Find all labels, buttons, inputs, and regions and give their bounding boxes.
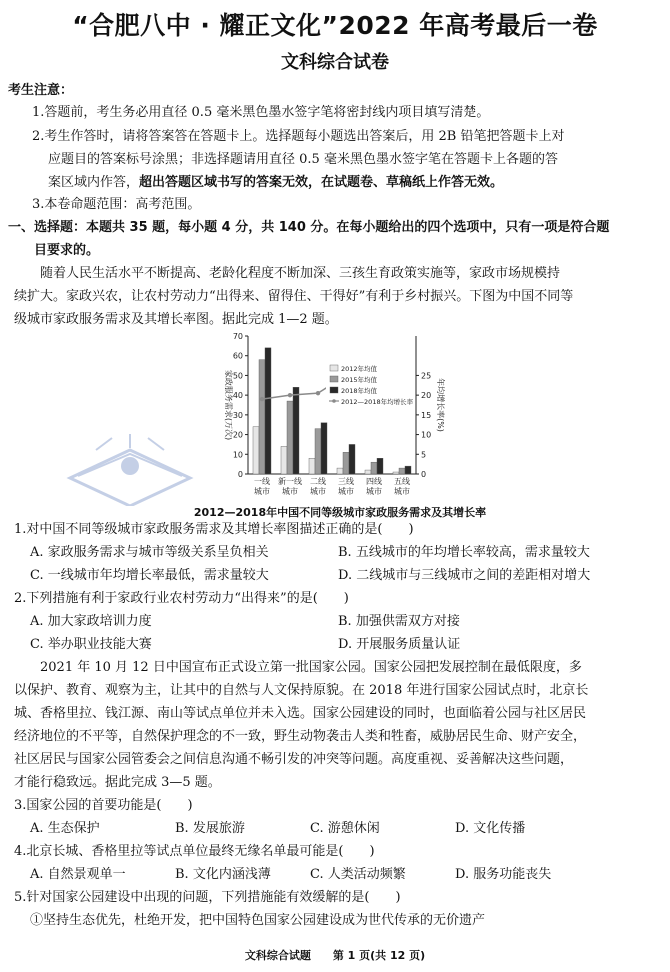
notice-item-2-line-3 [48,174,503,192]
notice-item-2-line-3-normal: 案区域内作答， [48,175,140,190]
y-axis-label: 家政服务需求(万次) [224,369,233,441]
q4-option-d: D. 服务功能丧失 [455,867,552,882]
q3-option-c: C. 游憩休闲 [310,821,380,836]
x-tick-label-line-1: 四线 [366,477,382,486]
bar-1-5 [365,470,371,474]
q2-option-a: A. 加大家政培训力度 [30,614,152,629]
passage-1-line-2: 续扩大。家政兴农，让农村劳动力“出得来、留得住、干得好”有利于乡村振兴。下图为中国不同等 [14,289,574,304]
notice-item-2-line-1: 2.考生作答时，请将答案答在答题卡上。选择题每小题选出答案后，用 2B 铅笔把答题卡上对 [32,129,565,144]
q1-option-d: D. 二线城市与三线城市之间的差距相对增大 [338,568,591,583]
bar-2-4 [343,452,349,474]
passage-2-line-4: 经济地位的不平等，自然保护理念的不一致，野生动物袭击人类和牲畜，威胁居民生命、财产安全， [14,729,587,744]
bar-3-5 [377,458,383,474]
y2-tick-label: 5 [421,450,427,460]
exam-title: “合肥八中 · 耀正文化”2022 年高考最后一卷 [72,11,598,40]
bar-3-3 [321,423,327,474]
q1-option-a: A. 家政服务需求与城市等级关系呈负相关 [30,545,269,560]
q2-stem: 2.下列措施有利于家政行业农村劳动力“出得来”的是( ) [14,591,349,606]
y-tick-label: 70 [232,332,243,341]
bar-1-6 [393,472,399,474]
legend-line-marker [332,399,336,403]
bar-3-4 [349,444,355,474]
bar-3-1 [265,348,271,474]
bar-3-6 [405,466,411,474]
x-tick-label-line-2: 城市 [310,487,326,496]
x-tick-label-line-2: 城市 [282,487,298,496]
page-footer: 文科综合试题 第 1 页(共 12 页) [244,949,426,962]
legend-swatch [330,365,338,371]
q5-stem: 5.针对国家公园建设中出现的问题，下列措施能有效缓解的是( ) [14,890,401,905]
x-tick-label-line-2: 城市 [254,487,270,496]
legend-label: 2015年均值 [341,376,378,384]
watermark-logo [70,434,190,506]
growth-rate-point [288,393,292,397]
passage-2-line-3: 城、香格里拉、钱江源、南山等试点单位并未入选。国家公园建设的同时，也面临着公园与社区居民 [14,706,587,721]
y-tick-label: 50 [232,371,243,381]
y2-tick-label: 25 [421,371,432,381]
section-1-heading-line-2: 目要求的。 [34,243,100,258]
y-tick-label: 40 [232,391,243,401]
y-tick-label: 20 [232,430,243,440]
notice-item-1: 1.答题前，考生务必用直径 0.5 毫米黑色墨水签字笔将密封线内项目填写清楚。 [32,105,490,120]
bar-2-5 [371,462,377,474]
q1-option-c: C. 一线城市年均增长率最低，需求量较大 [30,568,269,583]
x-tick-label-line-2: 城市 [394,487,410,496]
q3-stem: 3.国家公园的首要功能是( ) [14,798,193,813]
passage-2-line-6: 才能行稳致远。据此完成 3—5 题。 [14,775,221,790]
q2-option-c: C. 举办职业技能大赛 [30,637,152,652]
passage-2-line-2: 以保护、教育、观察为主，让其中的自然与人文保持原貌。在 2018 年进行国家公园试点时，北京长 [14,683,589,698]
q3-option-d: D. 文化传播 [455,821,526,836]
bar-2-3 [315,429,321,474]
passage-2-line-5: 社区居民与国家公园管委会之间信息沟通不畅引发的冲突等问题。高度重视、妥善解决这些问题， [14,752,574,767]
q1-option-b: B. 五线城市的年均增长率较高，需求量较大 [338,545,590,560]
growth-rate-point [260,397,264,401]
bar-2-6 [399,468,405,474]
bar-1-2 [281,446,287,474]
y-tick-label: 60 [232,351,243,361]
q2-option-b: B. 加强供需双方对接 [338,614,460,629]
section-1-heading-line-1: 一、选择题：本题共 35 题，每小题 4 分，共 140 分。在每小题给出的四个选项中，只有一项是符合题 [8,220,610,235]
passage-1-line-1: 随着人民生活水平不断提高、老龄化程度不断加深、三孩生育政策实施等，家政市场规模持 [40,266,561,281]
q5-option-1: ①坚持生态优先，杜绝开发，把中国特色国家公园建设成为世代传承的无价遗产 [30,913,486,928]
y2-tick-label: 15 [421,410,432,420]
bar-1-4 [337,468,343,474]
y2-axis-label: 年均增长率(%) [436,378,445,432]
q2-option-d: D. 开展服务质量认证 [338,637,461,652]
x-tick-label-line-1: 二线 [310,477,326,486]
bar-1-3 [309,458,315,474]
notice-item-3: 3.本卷命题范围：高考范围。 [32,197,201,212]
plot-area [224,332,446,496]
q3-option-b: B. 发展旅游 [175,821,245,836]
y2-tick-label: 0 [421,470,427,479]
legend-swatch [330,376,338,382]
x-tick-label-line-1: 三线 [338,477,354,486]
y-tick-label: 30 [232,410,243,420]
y-tick-label: 0 [237,470,243,479]
bar-3-2 [293,387,299,474]
q4-stem: 4.北京长城、香格里拉等试点单位最终无缘名单最可能是( ) [14,844,375,859]
y2-tick-label: 10 [421,430,432,440]
q4-option-b: B. 文化内涵浅薄 [175,867,271,882]
legend-label: 2012—2018年均增长率 [341,398,414,406]
bar-2-2 [287,401,293,474]
passage-1-line-3: 级城市家政服务需求及其增长率图。据此完成 1—2 题。 [14,312,338,327]
q4-option-c: C. 人类活动频繁 [310,867,406,882]
q1-stem: 1.对中国不同等级城市家政服务需求及其增长率图描述正确的是( ) [14,522,414,537]
legend-swatch [330,387,338,393]
q4-option-a: A. 自然景观单一 [30,867,126,882]
demand-growth-chart [0,326,670,506]
bar-1-1 [253,427,259,474]
notice-item-2-line-2: 应题目的答案标号涂黑；非选择题请用直径 0.5 毫米黑色墨水签字笔在答题卡上各题的答 [48,152,558,167]
x-tick-label-line-2: 城市 [366,487,382,496]
q3-option-a: A. 生态保护 [30,821,100,836]
notice-item-2-line-3-bold: 超出答题区域书写的答案无效，在试题卷、草稿纸上作答无效。 [139,175,504,190]
growth-rate-point [316,391,320,395]
legend-label: 2018年均值 [341,387,378,395]
notice-heading: 考生注意： [8,83,74,98]
x-tick-label-line-1: 五线 [394,477,410,486]
chart-caption: 2012—2018年中国不同等级城市家政服务需求及其增长率 [193,506,487,519]
y2-tick-label: 20 [421,391,432,401]
x-tick-label-line-1: 一线 [254,477,270,486]
bar-2-1 [259,360,265,474]
x-tick-label-line-2: 城市 [338,487,354,496]
exam-subtitle: 文科综合试卷 [281,52,389,73]
x-tick-label-line-1: 新一线 [278,477,302,486]
legend-label: 2012年均值 [341,365,378,373]
y-tick-label: 10 [232,450,243,460]
passage-2-line-1: 2021 年 10 月 12 日中国宣布正式设立第一批国家公园。国家公园把发展控制在最低限度，多 [40,660,582,675]
